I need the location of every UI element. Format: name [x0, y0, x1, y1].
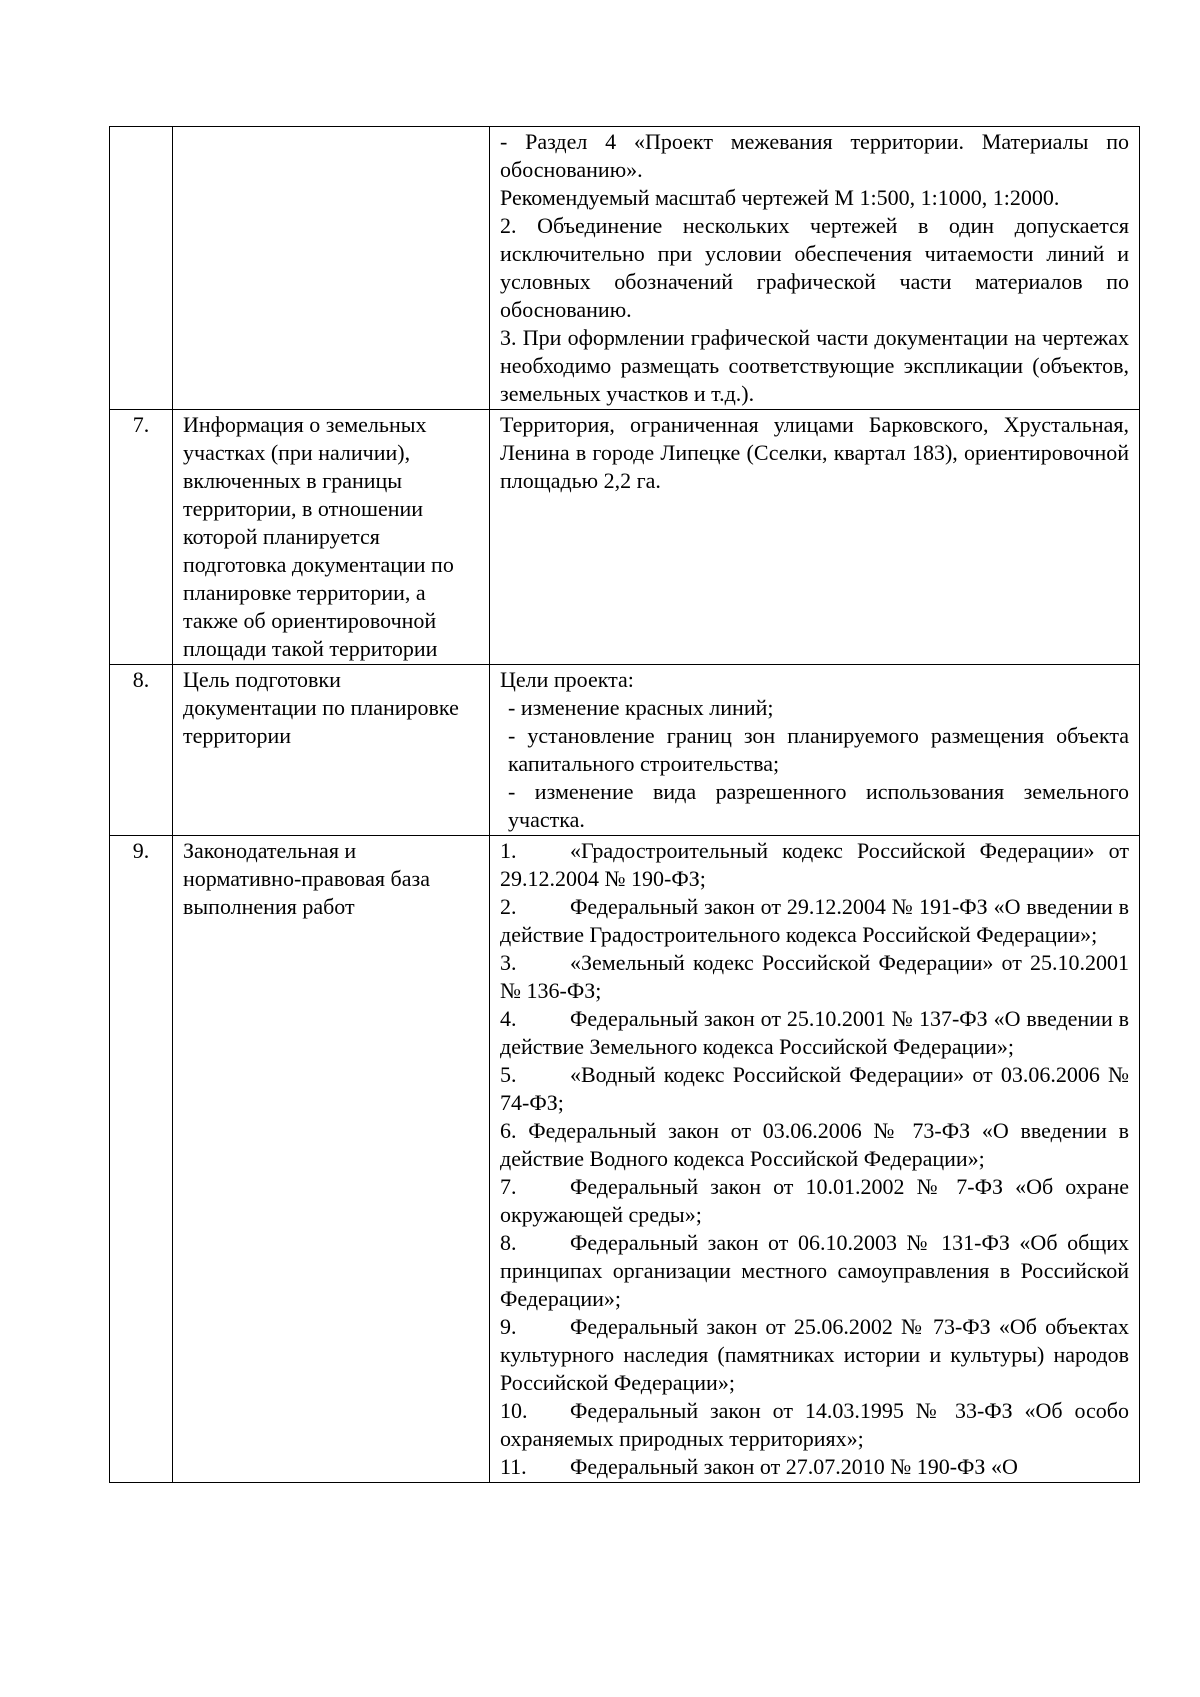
list-item — [500, 1117, 1129, 1173]
row-number — [110, 127, 173, 410]
list-number: 6. — [500, 1118, 517, 1143]
table-row — [110, 410, 1140, 665]
paragraph: Территория, ограниченная улицами Барковского, Хрустальная, Ленина в городе Липецке (Сселки, квартал 183), ориентировочной площадью 2,2 га. — [500, 412, 1129, 493]
row-content — [490, 127, 1140, 410]
list-number: 8. — [500, 1230, 517, 1255]
table-row — [110, 127, 1140, 410]
paragraph: Цели проекта: — [500, 667, 634, 692]
list-text: Федеральный закон от 03.06.2006 № 73-ФЗ «О введении в действие Водного кодекса Российской Федерации»; — [500, 1118, 1130, 1171]
list-number: 2. — [500, 894, 517, 919]
list-number: 5. — [500, 1062, 517, 1087]
list-text: Федеральный закон от 14.03.1995 № 33-ФЗ «Об особо охраняемых природных территориях»; — [500, 1398, 1129, 1451]
list-text: Федеральный закон от 27.07.2010 № 190-ФЗ «О — [570, 1454, 1018, 1479]
list-item — [500, 1397, 1129, 1453]
list-item — [500, 1005, 1129, 1061]
paragraph: 2. Объединение нескольких чертежей в один допускается исключительно при условии обеспечения читаемости линий и условных обозначений графической части материалов по обоснованию. — [500, 213, 1129, 322]
list-item — [500, 1453, 1129, 1481]
row-label — [173, 127, 490, 410]
table-row — [110, 836, 1140, 1483]
document-table — [109, 126, 1140, 1483]
row-number: 8. — [110, 665, 173, 836]
list-text: «Земельный кодекс Российской Федерации» от 25.10.2001 № 136-ФЗ; — [500, 950, 1129, 1003]
list-number: 7. — [500, 1174, 517, 1199]
list-bullet: - изменение вида разрешенного использования земельного участка. — [508, 779, 1129, 832]
list-text: Федеральный закон от 25.06.2002 № 73-ФЗ «Об объектах культурного наследия (памятниках истории и культуры) народов Российской Федерации»; — [500, 1314, 1129, 1395]
list-text: «Водный кодекс Российской Федерации» от 03.06.2006 № 74-ФЗ; — [500, 1062, 1129, 1115]
row-content — [490, 410, 1140, 665]
list-number: 4. — [500, 1006, 517, 1031]
list-item — [500, 1313, 1129, 1397]
list-text: Федеральный закон от 10.01.2002 № 7-ФЗ «Об охране окружающей среды»; — [500, 1174, 1129, 1227]
row-label: Информация о земельных участках (при наличии), включенных в границы территории, в отношении которой планируется подготовка документации по планировке территории, а также об ориентировочной площади такой территории — [173, 410, 490, 665]
list-bullet: - установление границ зон планируемого размещения объекта капитального строительства; — [508, 723, 1129, 776]
row-label: Законодательная и нормативно-правовая база выполнения работ — [173, 836, 490, 1483]
list-bullet: - изменение красных линий; — [508, 695, 774, 720]
row-content — [490, 836, 1140, 1483]
list-item — [500, 1061, 1129, 1117]
list-text: Федеральный закон от 06.10.2003 № 131-ФЗ «Об общих принципах организации местного самоуправления в Российской Федерации»; — [500, 1230, 1129, 1311]
list-text: Федеральный закон от 29.12.2004 № 191-ФЗ «О введении в действие Градостроительного кодекса Российской Федерации»; — [500, 894, 1129, 947]
row-content — [490, 665, 1140, 836]
row-number: 7. — [110, 410, 173, 665]
list-number: 1. — [500, 838, 517, 863]
paragraph: 3. При оформлении графической части документации на чертежах необходимо размещать соответствующие экспликации (объектов, земельных участков и т.д.). — [500, 325, 1129, 406]
list-item — [500, 837, 1129, 893]
list-number: 10. — [500, 1398, 528, 1423]
table-row — [110, 665, 1140, 836]
list-item — [500, 893, 1129, 949]
list-number: 9. — [500, 1314, 517, 1339]
list-item — [500, 1229, 1129, 1313]
list-number: 11. — [500, 1454, 527, 1479]
list-number: 3. — [500, 950, 517, 975]
list-item — [500, 1173, 1129, 1229]
list-item — [500, 949, 1129, 1005]
list-text: Федеральный закон от 25.10.2001 № 137-ФЗ «О введении в действие Земельного кодекса Российской Федерации»; — [500, 1006, 1129, 1059]
list-text: «Градостроительный кодекс Российской Федерации» от 29.12.2004 № 190-ФЗ; — [500, 838, 1129, 891]
paragraph: Рекомендуемый масштаб чертежей М 1:500, 1:1000, 1:2000. — [500, 185, 1060, 210]
paragraph: - Раздел 4 «Проект межевания территории. Материалы по обоснованию». — [500, 129, 1129, 182]
row-number: 9. — [110, 836, 173, 1483]
row-label: Цель подготовки документации по планировке территории — [173, 665, 490, 836]
